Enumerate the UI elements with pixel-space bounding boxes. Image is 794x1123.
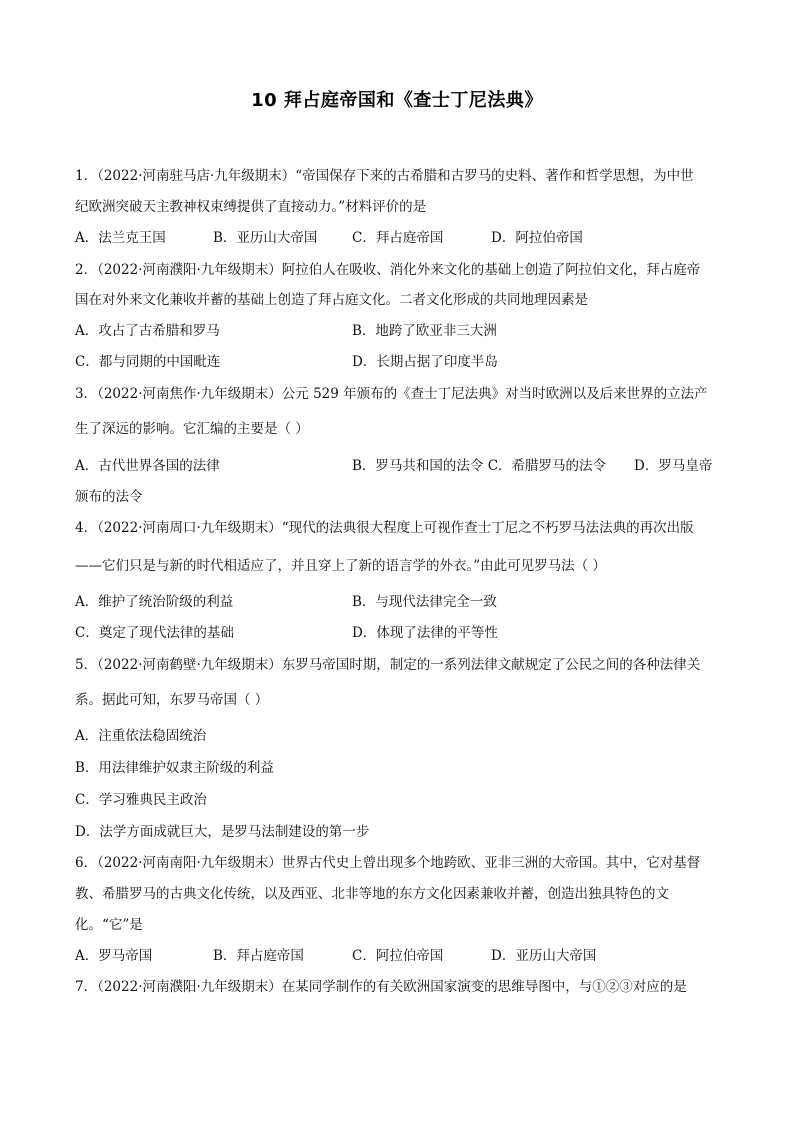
question-3-option-a: A．古代世界各国的法律 xyxy=(75,458,220,474)
question-2-option-a: A．攻占了古希腊和罗马 xyxy=(75,323,220,339)
question-3-line-1: 3．（2022·河南焦作·九年级期末）公元 529 年颁布的《查士丁尼法典》对当时欧洲以及后来世界的立法产 xyxy=(75,386,708,402)
question-2-line-1: 2．（2022·河南濮阳·九年级期末）阿拉伯人在吸收、消化外来文化的基础上创造了阿拉伯文化，拜占庭帝 xyxy=(75,262,701,278)
question-4-line-2: ——它们只是与新的时代相适应了，并且穿上了新的语言学的外衣。”由此可见罗马法（ ） xyxy=(75,558,606,574)
question-2-option-b: B．地跨了欧亚非三大洲 xyxy=(352,323,497,339)
page-title: 10 拜占庭帝国和《查士丁尼法典》 xyxy=(251,90,543,111)
question-4-option-d: D．体现了法律的平等性 xyxy=(352,625,498,641)
question-6-option-a: A．罗马帝国 xyxy=(75,948,153,964)
question-7-line-1: 7．（2022·河南濮阳·九年级期末）在某同学制作的有关欧洲国家演变的思维导图中，与①②③对应的是 xyxy=(75,979,687,995)
question-5-option-b: B．用法律维护奴隶主阶级的利益 xyxy=(75,760,274,776)
question-5-line-2: 系。据此可知，东罗马帝国（ ） xyxy=(75,692,269,708)
question-4-option-a: A．维护了统治阶级的利益 xyxy=(75,594,234,610)
question-4-line-1: 4．（2022·河南周口·九年级期末）“现代的法典很大程度上可视作查士丁尼之不朽罗马法法典的再次出版 xyxy=(75,520,694,536)
question-1-line-1: 1．（2022·河南驻马店·九年级期末）“帝国保存下来的古希腊和古罗马的史料、著作和哲学思想，为中世 xyxy=(75,168,694,184)
question-6-line-2: 教、希腊罗马的古典文化传统，以及西亚、北非等地的东方文化因素兼收并蓄，创造出独具特色的文 xyxy=(75,886,669,902)
question-3-option-bc: B．罗马共和国的法令 C．希腊罗马的法令 xyxy=(352,458,607,474)
question-1-option-d: D．阿拉伯帝国 xyxy=(491,230,583,246)
question-2-line-2: 国在对外来文化兼收并蓄的基础上创造了拜占庭文化。二者文化形成的共同地理因素是 xyxy=(75,292,588,308)
question-4-option-c: C．奠定了现代法律的基础 xyxy=(75,625,234,641)
question-2-option-c: C．都与同期的中国毗连 xyxy=(75,354,221,370)
question-4-option-b: B．与现代法律完全一致 xyxy=(352,594,497,610)
question-5-line-1: 5．（2022·河南鹤壁·九年级期末）东罗马帝国时期，制定的一系列法律文献规定了公民之间的各种法律关 xyxy=(75,657,701,673)
question-3-option-d: D．罗马皇帝 xyxy=(634,458,713,474)
question-5-option-c: C．学习雅典民主政治 xyxy=(75,792,207,808)
question-5-option-a: A．注重依法稳固统治 xyxy=(75,728,207,744)
question-1-option-b: B．亚历山大帝国 xyxy=(213,230,318,246)
question-6-option-b: B．拜占庭帝国 xyxy=(213,948,304,964)
question-1-option-c: C．拜占庭帝国 xyxy=(352,230,444,246)
question-6-line-3: 化。“它”是 xyxy=(75,917,143,933)
question-5-option-d: D．法学方面成就巨大，是罗马法制建设的第一步 xyxy=(75,824,370,840)
question-2-option-d: D．长期占据了印度半岛 xyxy=(352,354,498,370)
question-6-option-c: C．阿拉伯帝国 xyxy=(352,948,444,964)
question-1-line-2: 纪欧洲突破天主教神权束缚提供了直接动力。”材料评价的是 xyxy=(75,199,427,215)
question-3-option-d-continued: 颁布的法令 xyxy=(75,489,143,505)
question-6-line-1: 6．（2022·河南南阳·九年级期末）世界古代史上曾出现多个地跨欧、亚非三洲的大帝国。其中，它对基督 xyxy=(75,855,701,871)
question-3-line-2: 生了深远的影响。它汇编的主要是（ ） xyxy=(75,421,309,437)
question-6-option-d: D．亚历山大帝国 xyxy=(491,948,597,964)
question-1-option-a: A．法兰克王国 xyxy=(75,230,166,246)
